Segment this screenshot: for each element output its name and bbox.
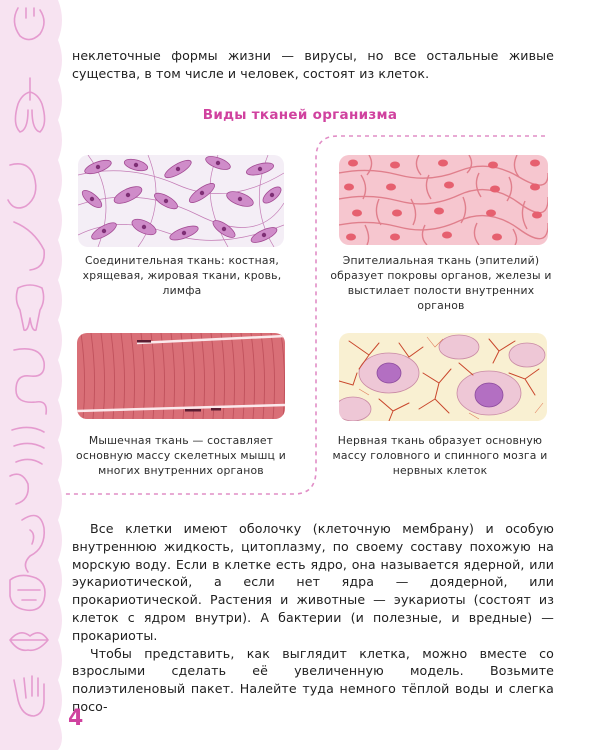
connective-tissue-image bbox=[78, 155, 284, 247]
muscle-tissue-image bbox=[77, 333, 285, 419]
connective-tissue-caption: Соединительная ткань: костная, хрящевая, жировая ткани, кровь, лимфа bbox=[82, 254, 282, 297]
nerve-tissue-caption: Нервная ткань образует основную массу головного и спинного мозга и нервных клеток bbox=[332, 434, 548, 477]
intro-paragraph: неклеточные формы жизни — вирусы, но все остальные живые существа, в том числе и человек, состоят из клеток. bbox=[72, 48, 554, 81]
muscle-tissue-caption: Мышечная ткань — составляет основную массу скелетных мышц и многих внутренних органов bbox=[76, 434, 286, 477]
nerve-tissue-image bbox=[339, 333, 547, 421]
section-title: Виды тканей организма bbox=[202, 107, 398, 123]
body-paragraph-2: Чтобы представить, как выглядит клетка, можно вместе со взрослыми сделать её увеличенную модель. Возьмите полиэтиленовый пакет. Налейте туда немного тёплой воды и слегка посо- bbox=[72, 645, 554, 714]
epithelial-tissue-image bbox=[339, 155, 548, 245]
body-paragraph-1: Все клетки имеют оболочку (клеточную мембрану) и особую внутреннюю жидкость, цитоплазму, по своему составу похожую на морскую воду. Если в клетке есть ядро, она называется ядерной, или эукариотической, а если нет ядра — доядерной, или прокариотической. Растения и животные — эукариоты (состоят из клеток с ядром внутри). А бактерии (и полезные, и вредные) — прокариоты. bbox=[72, 521, 554, 643]
body-text bbox=[72, 520, 554, 716]
page-number: 4 bbox=[68, 706, 84, 731]
epithelial-tissue-caption: Эпителиальная ткань (эпителий) образует покровы органов, железы и выстилает полости внутренних органов bbox=[330, 254, 552, 312]
